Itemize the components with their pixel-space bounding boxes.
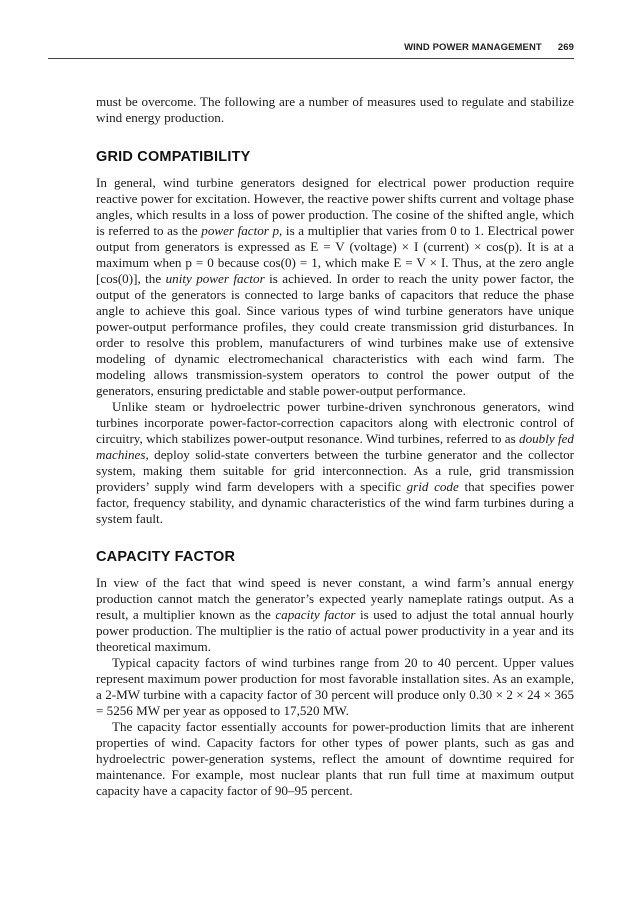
text-run: that specifies power factor, frequency stability, and dynamic characteristics of the wind farm turbines during a system fault. bbox=[96, 479, 574, 526]
term-power-factor: power factor p, bbox=[201, 223, 283, 238]
text-run: is used to adjust the total annual hourly power production. The multiplier is the ratio of actual power productivity in a year and its theoretical maximum. bbox=[96, 607, 574, 654]
text-run: deploy solid-state converters between the turbine generator and the collector system, making them suitable for grid interconnection. As a rule, grid transmission providers’ supply wind farm developers with a specific bbox=[96, 447, 574, 494]
text-run: is a multiplier that varies from 0 to 1. Electrical power output from generators is expressed as bbox=[96, 223, 574, 254]
term-capacity-factor: capacity factor bbox=[275, 607, 356, 622]
text-run: It is at a maximum when bbox=[96, 239, 574, 270]
header-rule bbox=[48, 58, 574, 59]
formula-max-condition: p = 0 because cos(0) = 1, which make E = V × I. bbox=[185, 255, 449, 270]
intro-paragraph: must be overcome. The following are a number of measures used to regulate and stabilize wind energy production. bbox=[96, 94, 574, 125]
running-title: WIND POWER MANAGEMENT bbox=[404, 42, 542, 53]
capacity-paragraph-3: The capacity factor essentially accounts for power-production limits that are inherent properties of wind. Capacity factors for other types of power plants, such as gas and hydroelectric power-generation systems, reflect the amount of downtime required for maintenance. For example, most nuclear plants that run full time at maximum output capacity have a capacity factor of 90–95 percent. bbox=[96, 719, 574, 798]
text-run: Thus, at the zero angle [cos(0)], the bbox=[96, 255, 574, 286]
capacity-factor-heading: CAPACITY FACTOR bbox=[96, 549, 236, 565]
formula-power-output: E = V (voltage) × I (current) × cos(p). bbox=[310, 239, 523, 254]
page-number: 269 bbox=[557, 42, 574, 53]
text-run: is achieved. In order to reach the unity power factor, the output of the generators is connected to large banks of capacitors that reduce the phase angle to achieve this goal. Since various types of wind turbine generators have unique power-output performance profiles, they could create transmission grid disturbances. In order to resolve this problem, manufacturers of wind turbines make use of extensive modeling of dynamic electromechanical characteristics with each wind farm. The modeling allows transmission-system operators to control the power output of the generators, ensuring predictable and stable power-output performance. bbox=[96, 271, 574, 398]
grid-compatibility-heading: GRID COMPATIBILITY bbox=[96, 149, 251, 165]
term-unity-power-factor: unity power factor bbox=[165, 271, 265, 286]
page-body bbox=[96, 94, 574, 799]
capacity-paragraph-1 bbox=[96, 575, 574, 655]
running-head bbox=[0, 42, 574, 56]
grid-paragraph-1 bbox=[96, 175, 574, 399]
text-run: In general, wind turbine generators designed for electrical power production require reactive power for excitation. However, the reactive power shifts current and voltage phase angles, which results in a loss of power production. The cosine of the shifted angle, which is referred to as the bbox=[96, 175, 574, 238]
term-doubly-fed-machines: doubly fed machines, bbox=[96, 431, 574, 462]
term-grid-code: grid code bbox=[406, 479, 459, 494]
text-run: In view of the fact that wind speed is never constant, a wind farm’s annual energy production cannot match the generator’s expected yearly nameplate ratings output. As a result, a multiplier known as the bbox=[96, 575, 574, 622]
capacity-paragraph-2: Typical capacity factors of wind turbines range from 20 to 40 percent. Upper values represent maximum power production for most favorable installation sites. As an example, a 2-MW turbine with a capacity factor of 30 percent will produce only 0.30 × 2 × 24 × 365 = 5256 MW per year as opposed to 17,520 MW. bbox=[96, 655, 574, 718]
text-run: Unlike steam or hydroelectric power turbine-driven synchronous generators, wind turbines incorporate power-factor-correction capacitors along with electronic control of circuitry, which stabilizes power-output resonance. Wind turbines, referred to as bbox=[96, 399, 574, 446]
grid-paragraph-2 bbox=[96, 399, 574, 527]
